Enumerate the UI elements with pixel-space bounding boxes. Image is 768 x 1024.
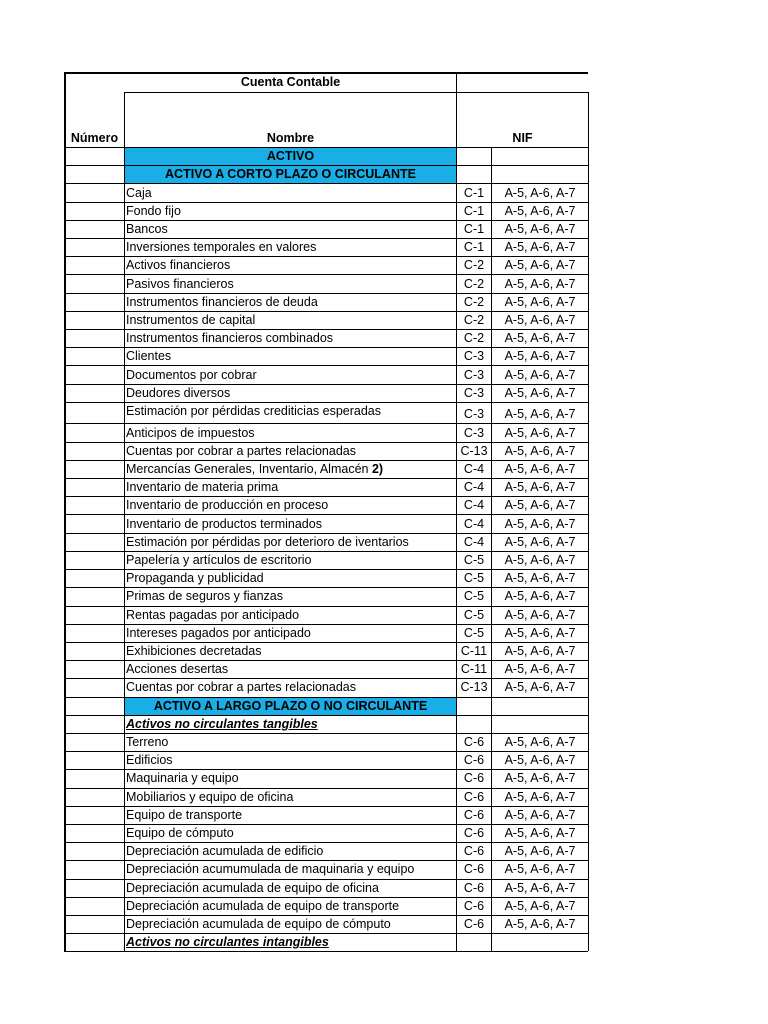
nif-reference: A-5, A-6, A-7 — [504, 331, 576, 346]
section-title — [125, 165, 456, 183]
nif-reference: A-5, A-6, A-7 — [504, 203, 576, 218]
account-name-text: Instrumentos de capital — [126, 312, 256, 327]
nif-code: C-5 — [463, 607, 485, 622]
account-name-text: Terreno — [126, 735, 169, 749]
account-name-text: Bancos — [126, 221, 168, 236]
account-name — [126, 238, 455, 256]
nif-reference: A-5, A-6, A-7 — [504, 898, 576, 913]
account-name-text: Inventario de producción en proceso — [126, 498, 329, 513]
account-name-text: Deudores diversos — [126, 385, 231, 400]
account-name — [126, 678, 455, 696]
account-name-text: Mercancías Generales, Inventario, Almacén — [126, 462, 369, 476]
table-top-border — [64, 72, 588, 74]
account-name — [126, 769, 455, 787]
nif-reference: A-5, A-6, A-7 — [504, 771, 576, 786]
account-name-text: Fondo fijo — [126, 203, 181, 218]
nif-reference: A-5, A-6, A-7 — [504, 862, 576, 877]
nif-code: C-5 — [463, 589, 485, 604]
nif-code: C-3 — [463, 349, 485, 364]
account-name — [126, 824, 455, 842]
account-name — [126, 915, 455, 933]
account-name-text: Intereses pagados por anticipado — [126, 625, 311, 640]
account-name-text: Caja — [126, 185, 152, 200]
nif-reference: A-5, A-6, A-7 — [504, 480, 576, 495]
nif-reference: A-5, A-6, A-7 — [504, 553, 576, 567]
account-name-text: Anticipos de impuestos — [126, 425, 255, 440]
account-name-text: Depreciación acumulada de equipo de oficina — [126, 880, 379, 895]
account-name-text: Cuentas por cobrar a partes relacionadas — [126, 443, 356, 458]
nif-reference: A-5, A-6, A-7 — [504, 571, 576, 586]
nif-code: C-4 — [463, 498, 485, 513]
header-nombre: Nombre — [266, 131, 315, 145]
account-name-text: Maquinaria y equipo — [126, 771, 239, 786]
account-name-text: Depreciación acumulada de edificio — [126, 844, 324, 859]
nif-reference: A-5, A-6, A-7 — [504, 589, 576, 604]
nif-reference: A-5, A-6, A-7 — [504, 443, 576, 458]
account-name — [126, 366, 455, 384]
account-name-text: Exhibiciones decretadas — [126, 644, 262, 658]
account-name — [126, 311, 455, 329]
account-name-text: Documentos por cobrar — [126, 367, 257, 382]
account-name-text: Instrumentos financieros combinados — [126, 331, 334, 346]
nif-code: C-2 — [463, 276, 485, 291]
nif-reference: A-5, A-6, A-7 — [504, 607, 576, 622]
nif-code: C-11 — [460, 662, 488, 677]
nif-code: C-2 — [463, 294, 485, 309]
account-name — [126, 293, 455, 311]
nif-code: C-3 — [463, 385, 485, 400]
nif-reference: A-5, A-6, A-7 — [504, 367, 576, 382]
nif-reference: A-5, A-6, A-7 — [504, 312, 576, 327]
nif-reference: A-5, A-6, A-7 — [504, 516, 576, 531]
account-name-text: Acciones desertas — [126, 662, 229, 677]
nif-code: C-1 — [463, 203, 485, 218]
nif-code: C-13 — [460, 680, 488, 695]
nif-reference: A-5, A-6, A-7 — [504, 534, 576, 549]
account-name — [126, 551, 455, 569]
account-name — [126, 442, 455, 460]
nif-code: C-5 — [463, 553, 485, 567]
nif-code: C-5 — [463, 571, 485, 586]
account-name — [126, 606, 455, 624]
nif-code: C-4 — [463, 534, 485, 549]
nif-code: C-6 — [463, 844, 485, 859]
nif-reference: A-5, A-6, A-7 — [504, 221, 576, 236]
nif-code: C-13 — [460, 443, 488, 458]
nif-code: C-6 — [463, 826, 485, 840]
nif-reference: A-5, A-6, A-7 — [504, 880, 576, 895]
nif-reference: A-5, A-6, A-7 — [504, 425, 576, 440]
nif-code: C-6 — [463, 898, 485, 913]
column-border-numero — [124, 92, 125, 951]
account-name-text: Depreciación acumulada de equipo de transporte — [126, 898, 400, 913]
account-name — [126, 220, 455, 238]
nif-code: C-11 — [460, 644, 488, 658]
nif-code: C-6 — [463, 880, 485, 895]
account-name-text: Inventario de materia prima — [126, 480, 279, 495]
nif-code: C-3 — [463, 425, 485, 440]
account-name — [126, 569, 455, 587]
nif-reference: A-5, A-6, A-7 — [504, 753, 576, 768]
nif-reference: A-5, A-6, A-7 — [504, 917, 576, 931]
nif-reference: A-5, A-6, A-7 — [504, 498, 576, 513]
account-name — [126, 184, 455, 202]
column-border-left — [64, 73, 66, 951]
account-name-text: Mobiliarios y equipo de oficina — [126, 789, 294, 804]
account-name — [126, 384, 455, 402]
account-name — [126, 751, 455, 769]
account-name — [126, 347, 455, 365]
nif-reference: A-5, A-6, A-7 — [504, 644, 576, 658]
nif-reference: A-5, A-6, A-7 — [504, 349, 576, 364]
subsection-title — [126, 715, 455, 733]
account-name-text: Inventario de productos terminados — [126, 516, 322, 531]
account-name-text: Depreciación acumulada de equipo de cómputo — [126, 917, 391, 931]
nif-code: C-6 — [463, 735, 485, 749]
account-name — [126, 515, 455, 533]
nif-code: C-2 — [463, 331, 485, 346]
account-name-text: Primas de seguros y fianzas — [126, 589, 284, 604]
account-name-text: Rentas pagadas por anticipado — [126, 607, 300, 622]
nif-code: C-3 — [463, 406, 485, 421]
nif-code: C-1 — [463, 240, 485, 255]
account-name — [126, 788, 455, 806]
nif-reference: A-5, A-6, A-7 — [504, 385, 576, 400]
account-name — [126, 860, 455, 878]
account-name-text: ACTIVO A LARGO PLAZO O NO CIRCULANTE — [153, 698, 428, 713]
nif-reference: A-5, A-6, A-7 — [504, 294, 576, 309]
nif-reference: A-5, A-6, A-7 — [504, 735, 576, 749]
nif-reference: A-5, A-6, A-7 — [504, 258, 576, 273]
account-name-text: Papelería y artículos de escritorio — [126, 553, 312, 567]
account-name — [126, 879, 455, 897]
account-name-text: Equipo de transporte — [126, 807, 243, 822]
nif-code: C-4 — [463, 516, 485, 531]
nif-code: C-1 — [463, 185, 485, 200]
header-cuenta-contable: Cuenta Contable — [240, 75, 341, 89]
account-name-text: Estimación por pérdidas por deterioro de iventarios — [126, 534, 409, 549]
account-name — [126, 587, 455, 605]
account-name — [126, 733, 455, 751]
nif-reference: A-5, A-6, A-7 — [504, 662, 576, 677]
account-name-text: Instrumentos financieros de deuda — [126, 294, 318, 309]
nif-reference: A-5, A-6, A-7 — [504, 406, 576, 421]
nif-code: C-2 — [463, 312, 485, 327]
account-name-text: Cuentas por cobrar a partes relacionadas — [126, 680, 356, 695]
account-name — [126, 806, 455, 824]
account-name — [126, 329, 455, 347]
nif-code: C-3 — [463, 367, 485, 382]
section-title — [125, 147, 456, 165]
account-name-text: Activos financieros — [126, 258, 231, 273]
account-name — [126, 402, 455, 424]
nif-code: C-5 — [463, 625, 485, 640]
nif-reference: A-5, A-6, A-7 — [504, 625, 576, 640]
account-name-text: Inversiones temporales en valores — [126, 240, 317, 255]
account-name — [126, 897, 455, 915]
nif-reference: A-5, A-6, A-7 — [504, 680, 576, 695]
account-name-text: Estimación por pérdidas crediticias esperadas — [126, 403, 381, 418]
account-name-text: Propaganda y publicidad — [126, 571, 264, 586]
nif-reference: A-5, A-6, A-7 — [504, 826, 576, 840]
account-name — [126, 275, 455, 293]
nif-reference: A-5, A-6, A-7 — [504, 185, 576, 200]
account-name-note: 2) — [368, 462, 384, 476]
account-name — [126, 842, 455, 860]
nif-reference: A-5, A-6, A-7 — [504, 789, 576, 804]
account-name — [126, 256, 455, 274]
nif-reference: A-5, A-6, A-7 — [504, 276, 576, 291]
account-name — [126, 624, 455, 642]
account-name-text: Depreciación acumumulada de maquinaria y equipo — [126, 862, 415, 877]
nif-code: C-2 — [463, 258, 485, 273]
nif-code: C-6 — [463, 789, 485, 804]
nif-code: C-6 — [463, 771, 485, 786]
nif-code: C-4 — [463, 462, 485, 476]
header-divider — [124, 92, 588, 93]
account-name-text: ACTIVO — [266, 149, 315, 164]
account-name — [126, 460, 455, 478]
account-name-text: Activos no circulantes tangibles — [126, 716, 318, 731]
nif-code: C-6 — [463, 753, 485, 768]
account-name — [126, 642, 455, 660]
account-name — [126, 478, 455, 496]
account-name — [126, 202, 455, 220]
header-numero: Número — [70, 131, 119, 145]
nif-reference: A-5, A-6, A-7 — [504, 844, 576, 859]
account-name-text: ACTIVO A CORTO PLAZO O CIRCULANTE — [165, 167, 416, 182]
account-name — [126, 533, 455, 551]
nif-reference: A-5, A-6, A-7 — [504, 807, 576, 822]
nif-reference: A-5, A-6, A-7 — [504, 462, 576, 476]
account-name — [126, 660, 455, 678]
nif-code: C-6 — [463, 917, 485, 931]
account-name — [126, 424, 455, 442]
section-title — [125, 697, 456, 715]
subsection-title — [126, 933, 455, 951]
account-name — [126, 496, 455, 514]
nif-reference: A-5, A-6, A-7 — [504, 240, 576, 255]
header-nif: NIF — [512, 131, 533, 145]
nif-code: C-6 — [463, 862, 485, 877]
account-name-text: Equipo de cómputo — [126, 826, 234, 840]
account-name-text: Clientes — [126, 349, 172, 364]
account-name-text: Activos no circulantes intangibles — [126, 935, 329, 950]
column-border-right — [588, 92, 589, 951]
nif-code: C-1 — [463, 221, 485, 236]
account-name-text: Edificios — [126, 753, 173, 768]
nif-code: C-4 — [463, 480, 485, 495]
nif-code: C-6 — [463, 807, 485, 822]
account-name-text: Pasivos financieros — [126, 276, 234, 291]
